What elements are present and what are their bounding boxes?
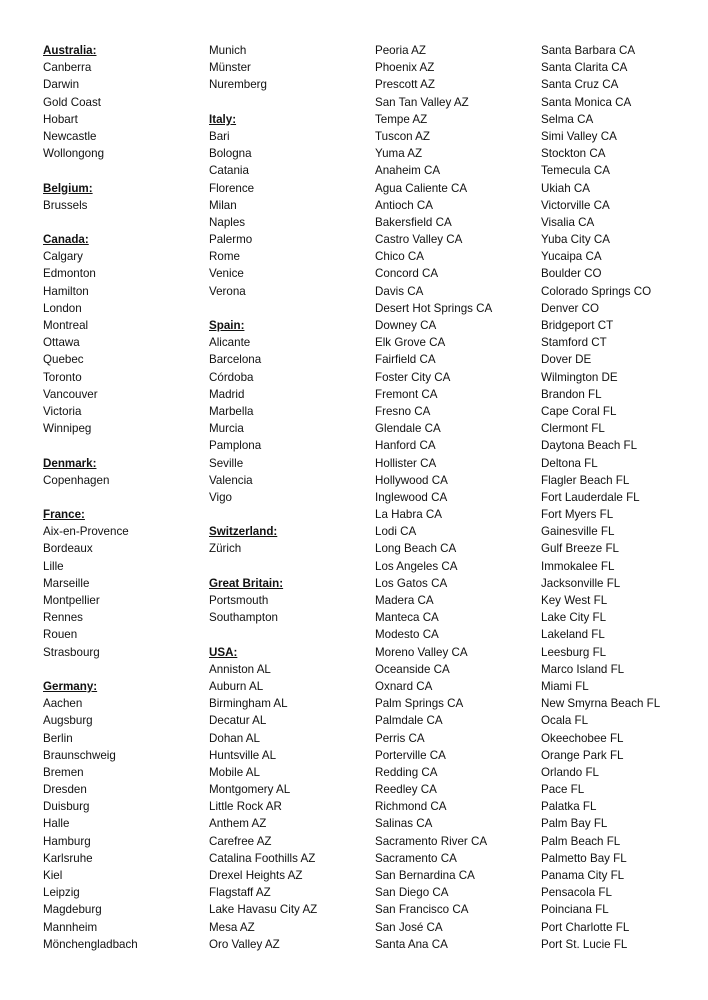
city-item: Bridgeport CT [541,319,614,332]
city-item: Selma CA [541,112,594,126]
city-item: Duisburg [43,800,90,814]
city-item: Leipzig [43,886,80,900]
city-item: Marbella [209,404,254,418]
city-item: Münster [209,61,251,75]
city-item: Porterville CA [375,748,446,762]
city-item: Brandon FL [541,387,602,401]
city-item: Mönchengladbach [43,937,138,951]
city-item: Richmond CA [375,800,447,814]
city-item: Los Gatos CA [375,576,448,590]
city-item: Venice [209,267,244,281]
city-item: Augsburg [43,714,93,728]
city-item: Fort Lauderdale FL [541,490,640,504]
city-item: Zürich [209,542,242,556]
city-item: Hobart [43,112,78,126]
city-item: Huntsville AL [209,748,277,762]
city-item: Rouen [43,628,78,642]
city-item: Okeechobee FL [541,731,624,745]
spacer-line [209,558,369,575]
city-item: Bordeaux [43,542,93,556]
city-item: Carefree AZ [209,834,272,848]
city-item: Ottawa [43,336,80,350]
city-item: Palm Springs CA [375,697,464,711]
city-item: Brussels [43,198,88,212]
city-item: Poinciana FL [541,903,609,917]
city-item: Hollister CA [375,456,437,470]
city-item: Fairfield CA [375,353,436,367]
city-item: Inglewood CA [375,490,448,504]
city-item: Flagler Beach FL [541,473,630,487]
city-item: Decatur AL [209,714,267,728]
city-item: Hamburg [43,834,91,848]
city-item: Oro Valley AZ [209,937,280,951]
city-item: Bakersfield CA [375,215,452,229]
city-item: Catalina Foothills AZ [209,851,316,865]
city-item: Wollongong [43,147,105,161]
spacer-line [43,162,203,179]
city-item: Pamplona [209,439,262,453]
country-heading: Australia: [43,44,97,57]
city-item: Newcastle [43,129,97,143]
city-item: La Habra CA [375,508,443,522]
country-heading: Italy: [209,112,237,126]
city-item: Immokalee FL [541,559,615,573]
city-item: Boulder CO [541,267,602,281]
country-heading: Great Britain: [209,576,284,590]
city-item: Montreal [43,319,89,332]
city-item: Rennes [43,611,83,625]
city-item: Prescott AZ [375,78,435,92]
city-item: Mannheim [43,920,98,934]
city-item: Marseille [43,576,90,590]
city-item: Valencia [209,473,253,487]
city-item: Simi Valley CA [541,129,617,143]
city-item: Vigo [209,490,232,504]
city-item: Dohan AL [209,731,260,745]
city-item: Moreno Valley CA [375,645,468,659]
city-item: Edmonton [43,267,96,281]
city-item: Quebec [43,353,84,367]
column-2 [209,42,369,953]
city-item: Southampton [209,611,278,625]
spacer-line [43,661,203,678]
city-item: San Bernardina CA [375,869,475,882]
city-item: Santa Monica CA [541,95,632,109]
spacer-line [209,506,369,523]
city-item: New Smyrna Beach FL [541,697,661,711]
city-item: Santa Ana CA [375,937,448,951]
city-item: Murcia [209,422,244,436]
city-item: Sacramento CA [375,851,457,865]
city-item: Castro Valley CA [375,233,463,247]
spacer-line [209,300,369,317]
city-item: Los Angeles CA [375,559,458,573]
city-item: Deltona FL [541,456,598,470]
city-item: Copenhagen [43,473,110,487]
city-item: Portsmouth [209,594,269,607]
city-item: Oxnard CA [375,679,433,693]
city-item: Aachen [43,697,83,711]
city-item: Colorado Springs CO [541,284,652,298]
spacer-line [43,489,203,506]
city-item: Nuremberg [209,78,267,92]
city-item: Victoria [43,404,82,418]
city-item: Miami FL [541,679,589,693]
city-item: Santa Cruz CA [541,78,619,92]
country-heading: France: [43,508,85,522]
city-item: Yuma AZ [375,147,423,161]
spacer-line [209,94,369,111]
city-item: Fremont CA [375,387,438,401]
city-item: Mobile AL [209,765,260,779]
city-item: Bari [209,129,230,143]
city-item: Palm Bay FL [541,817,608,831]
city-item: Daytona Beach FL [541,439,638,453]
city-item: Lille [43,559,64,573]
city-item: Flagstaff AZ [209,886,271,900]
spacer-line [43,437,203,454]
city-item: Fort Myers FL [541,508,614,522]
city-item: Rome [209,250,240,264]
country-heading: Spain: [209,319,245,332]
city-item: Tuscon AZ [375,129,430,143]
city-item: Antioch CA [375,198,433,212]
city-item: Hanford CA [375,439,436,453]
city-item: Hamilton [43,284,89,298]
city-item: Long Beach CA [375,542,457,556]
city-item: Little Rock AR [209,800,282,814]
country-heading: Denmark: [43,456,97,470]
city-item: London [43,301,82,315]
city-item: San Tan Valley AZ [375,95,469,109]
city-item: Drexel Heights AZ [209,869,303,882]
city-item: Florence [209,181,255,195]
city-item: Palmdale CA [375,714,443,728]
city-item: Hollywood CA [375,473,448,487]
city-item: Pensacola FL [541,886,612,900]
city-item: Catania [209,164,249,178]
city-item: Chico CA [375,250,424,264]
city-item: Barcelona [209,353,262,367]
city-item: Modesto CA [375,628,439,642]
city-item: Visalia CA [541,215,595,229]
city-item: Fresno CA [375,404,431,418]
city-item: Marco Island FL [541,662,625,676]
city-item: Santa Clarita CA [541,61,628,75]
country-heading: Germany: [43,679,98,693]
city-item: Munich [209,44,247,57]
city-item: Cape Coral FL [541,404,617,418]
city-item: Ocala FL [541,714,589,728]
city-item: San José CA [375,920,443,934]
city-item: Córdoba [209,370,254,384]
city-item: Stamford CT [541,336,607,350]
city-item: Auburn AL [209,679,264,693]
city-item: Clermont FL [541,422,605,436]
city-item: Downey CA [375,319,437,332]
city-item: Jacksonville FL [541,576,621,590]
country-heading: USA: [209,645,238,659]
city-item: Stockton CA [541,147,606,161]
city-item: Gulf Breeze FL [541,542,619,556]
city-item: Palermo [209,233,253,247]
city-item: Madrid [209,387,245,401]
city-item: Gold Coast [43,95,101,109]
city-item: Foster City CA [375,370,451,384]
city-item: Palmetto Bay FL [541,851,627,865]
city-item: Wilmington DE [541,370,618,384]
city-item: Toronto [43,370,82,384]
city-item: Braunschweig [43,748,116,762]
city-item: Seville [209,456,244,470]
city-item: Tempe AZ [375,112,428,126]
city-item: Palm Beach FL [541,834,621,848]
city-item: Peoria AZ [375,44,426,57]
city-item: Reedley CA [375,783,437,797]
city-item: Manteca CA [375,611,439,625]
city-item: Elk Grove CA [375,336,446,350]
city-item: Karlsruhe [43,851,93,865]
city-item: Leesburg FL [541,645,607,659]
city-item: Gainesville FL [541,525,615,539]
spacer-line [43,214,203,231]
city-item: Key West FL [541,594,608,607]
city-item: Montgomery AL [209,783,291,797]
city-item: Agua Caliente CA [375,181,468,195]
city-item: Davis CA [375,284,424,298]
spacer-line [209,626,369,643]
city-item: San Diego CA [375,886,449,900]
city-item: Madera CA [375,594,434,607]
city-item: Canberra [43,61,92,75]
column-3 [375,42,535,953]
city-item: Bologna [209,147,252,161]
city-item: Birmingham AL [209,697,288,711]
city-item: Oceanside CA [375,662,450,676]
city-item: Berlin [43,731,73,745]
city-item: Aix-en-Provence [43,525,129,539]
city-item: Glendale CA [375,422,441,436]
city-item: Calgary [43,250,83,264]
city-item: Salinas CA [375,817,433,831]
city-item: Magdeburg [43,903,102,917]
city-item: Vancouver [43,387,98,401]
city-item: Sacramento River CA [375,834,488,848]
city-item: Lake City FL [541,611,607,625]
column-4 [541,42,701,953]
city-item: Lake Havasu City AZ [209,903,318,917]
city-item: Phoenix AZ [375,61,435,75]
city-item: Redding CA [375,765,438,779]
city-item: Santa Barbara CA [541,44,636,57]
city-item: Yuba City CA [541,233,610,247]
city-item: Mesa AZ [209,920,255,934]
city-item: Milan [209,198,237,212]
city-item: Dover DE [541,353,592,367]
city-item: Darwin [43,78,80,92]
city-item: Winnipeg [43,422,92,436]
city-item: Dresden [43,783,87,797]
country-heading: Canada: [43,233,89,247]
country-heading: Belgium: [43,181,93,195]
city-item: Port Charlotte FL [541,920,630,934]
city-item: Montpellier [43,594,100,607]
city-item: Temecula CA [541,164,610,178]
city-item: Anaheim CA [375,164,441,178]
city-item: Strasbourg [43,645,100,659]
city-item: Anniston AL [209,662,271,676]
city-item: Lodi CA [375,525,417,539]
city-item: Pace FL [541,783,585,797]
city-item: Anthem AZ [209,817,267,831]
country-heading: Switzerland: [209,525,278,539]
city-item: Lakeland FL [541,628,605,642]
city-item: Port St. Lucie FL [541,937,628,951]
city-item: Perris CA [375,731,425,745]
city-item: Denver CO [541,301,599,315]
city-item: Orange Park FL [541,748,624,762]
city-item: Ukiah CA [541,181,590,195]
city-item: Naples [209,215,246,229]
city-item: Halle [43,817,70,831]
column-1 [43,42,203,953]
city-item: Palatka FL [541,800,597,814]
city-item: Kiel [43,869,63,882]
city-item: Bremen [43,765,84,779]
city-item: Verona [209,284,246,298]
city-item: Orlando FL [541,765,599,779]
city-item: Alicante [209,336,251,350]
city-item: Desert Hot Springs CA [375,301,493,315]
city-item: Concord CA [375,267,439,281]
city-item: Victorville CA [541,198,610,212]
city-item: Yucaipa CA [541,250,602,264]
city-item: Panama City FL [541,869,625,882]
city-item: San Francisco CA [375,903,469,917]
